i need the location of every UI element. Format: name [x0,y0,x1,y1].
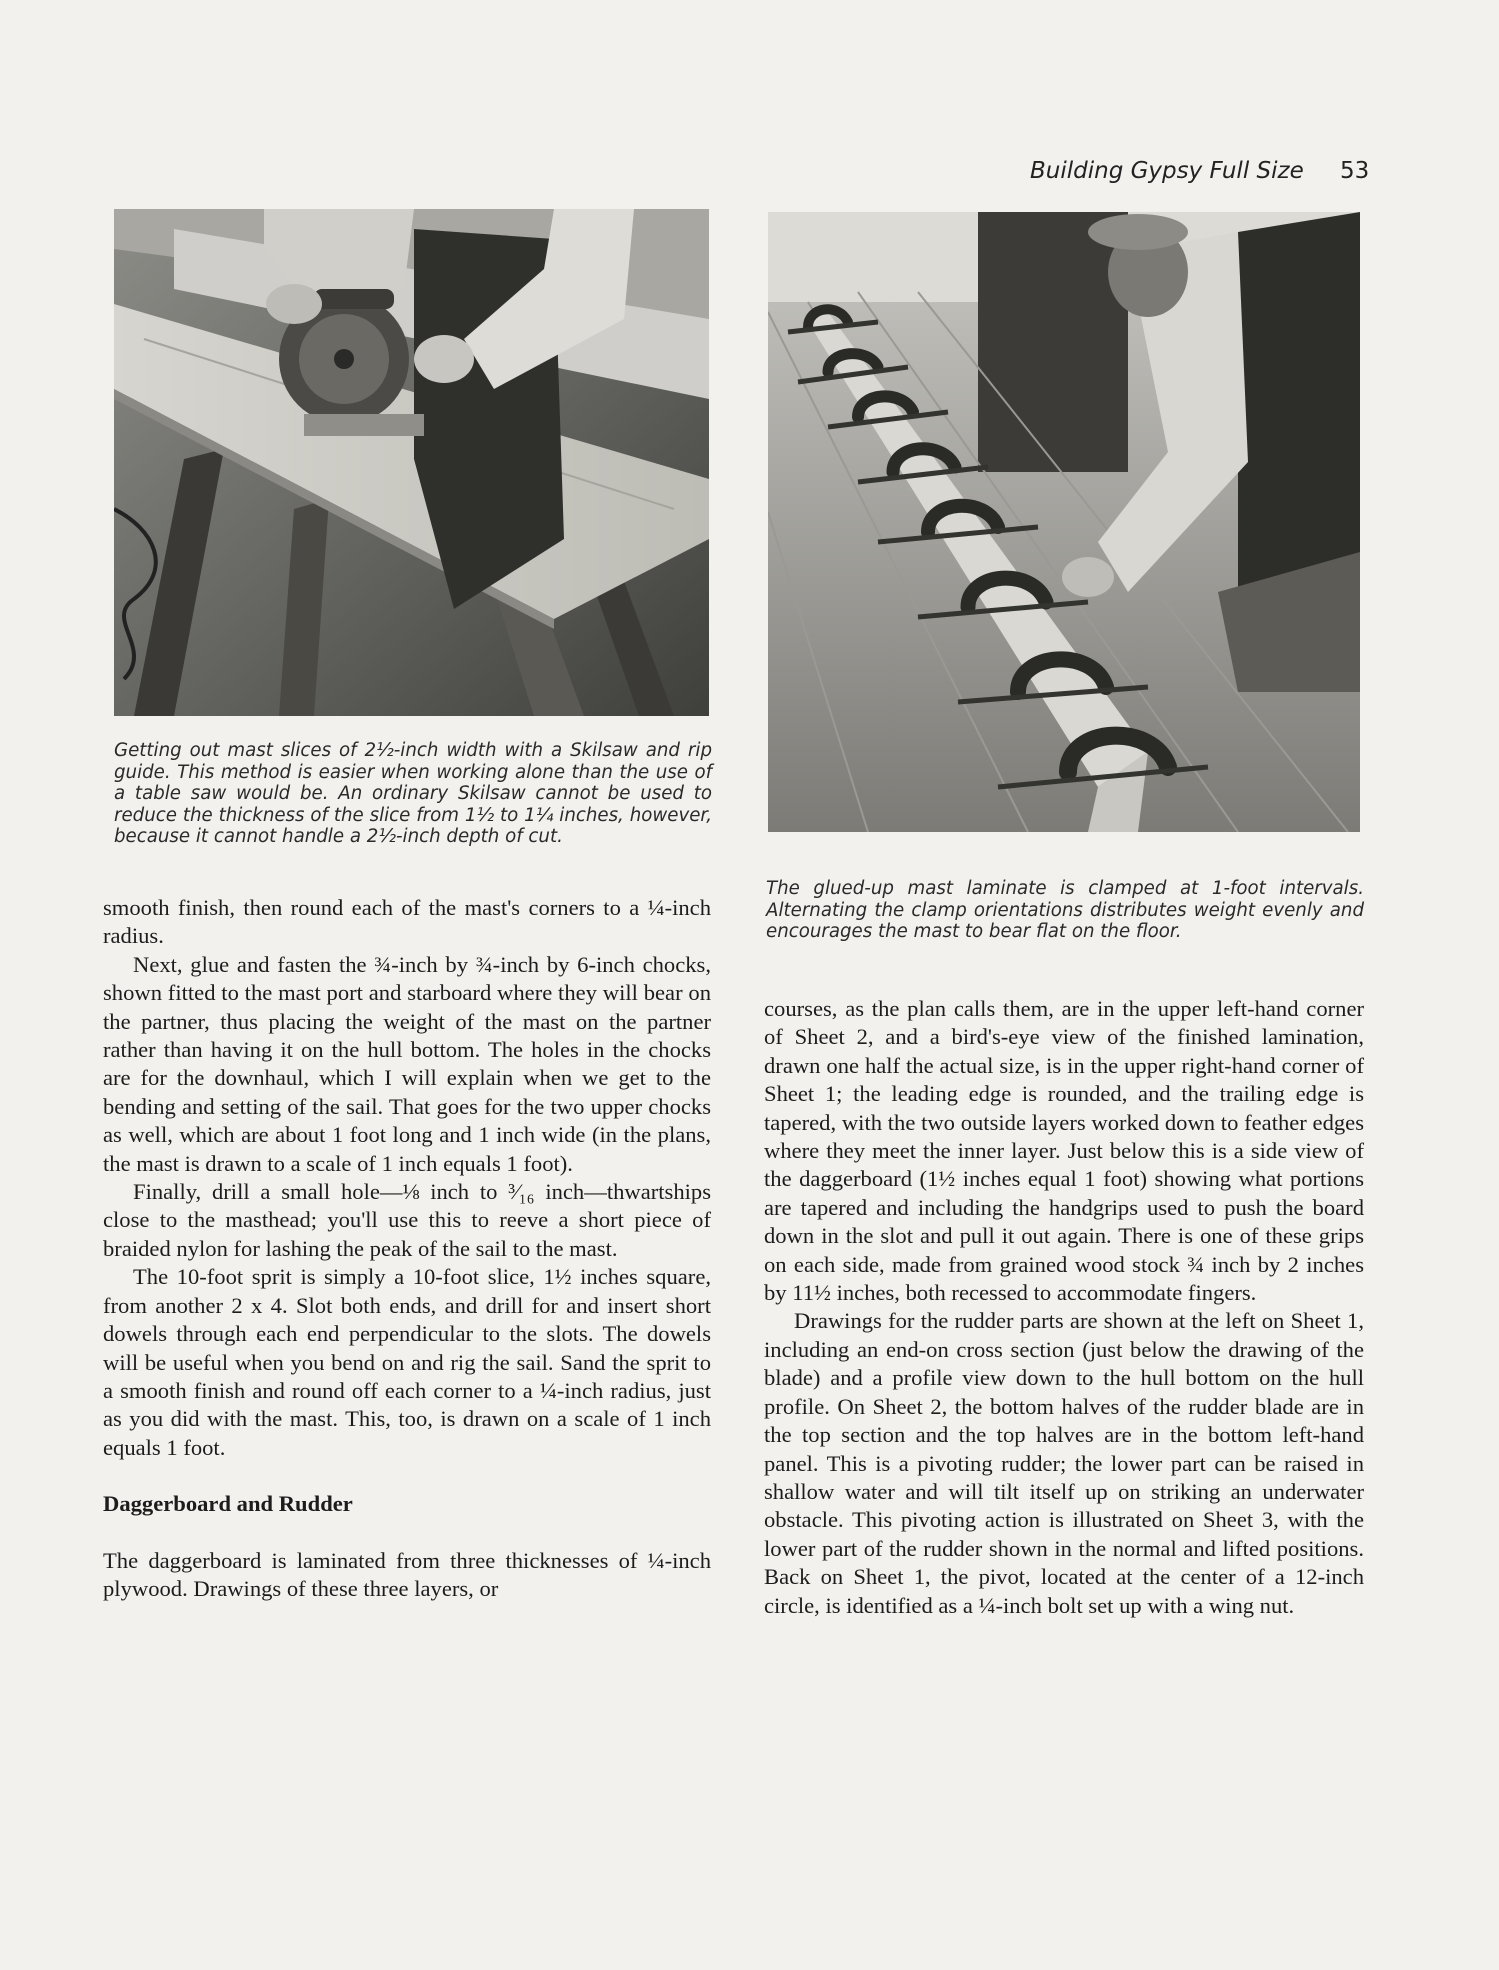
page-number: 53 [1340,158,1370,184]
running-title: Building Gypsy Full Size [1030,158,1304,184]
paragraph: Next, glue and fasten the ¾-inch by ¾-inch by 6-inch chocks, shown fitted to the mast port and starboard where they will bear on the partner, thus placing the weight of the mast on the partner rather than having it on the hull bottom. The holes in the chocks are for the downhaul, which I will explain when we get to the bending and setting of the sail. That goes for the two upper chocks as well, which are about 1 foot long and 1 inch wide (in the plans, the mast is drawn to a scale of 1 inch equals 1 foot). [103,951,711,1176]
section-heading: Daggerboard and Rudder [103,1491,353,1517]
running-header [1030,158,1370,184]
paragraph: Finally, drill a small hole—⅛ inch to ³⁄₁₆ inch—thwartships close to the masthead; you'll use this to reeve a short piece of braided nylon for lashing the peak of the sail to the mast. [103,1179,711,1261]
figure-caption-skilsaw: Getting out mast slices of 2½-inch width with a Skilsaw and rip guide. This method is easier when working alone than the use of a table saw would be. An ordinary Skilsaw cannot be used to reduce the thickness of the slice from 1½ to 1¼ inches, however, because it cannot handle a 2½-inch depth of cut. [114,740,712,847]
figure-caption-clamps: The glued-up mast laminate is clamped at 1-foot intervals. Alternating the clamp orientations distributes weight evenly and encourages the mast to bear flat on the floor. [766,878,1364,942]
photo-clamps-illustration [768,212,1360,832]
photo-skilsaw-cutting-mast-slices [114,209,709,716]
paragraph: smooth finish, then round each of the mast's corners to a ¼-inch radius. [103,895,711,949]
right-column [764,995,1364,1620]
paragraph: courses, as the plan calls them, are in the upper left-hand corner of Sheet 2, and a bird's-eye view of the finished lamination, drawn one half the actual size, is in the upper right-hand corner of Sheet 1; the leading edge is rounded, and the trailing edge is tapered, with the two outside layers worked down to feather edges where they meet the inner layer. Just below this is a side view of the daggerboard (1½ inches equal 1 foot) showing what portions are tapered and including the handgrips used to push the board down in the slot and pull it out again. There is one of these grips on each side, made from grained wood stock ¾ inch by 2 inches by 11½ inches, both recessed to accommodate fingers. [764,996,1364,1306]
photo-skilsaw-illustration [114,209,709,716]
photo-clamped-mast-laminate [768,212,1360,832]
paragraph: The 10-foot sprit is simply a 10-foot slice, 1½ inches square, from another 2 x 4. Slot both ends, and drill for and insert short dowels through each end perpendicular to the slots. The dowels will be useful when you bend on and rig the sail. Sand the sprit to a smooth finish and round off each corner to a ¼-inch radius, just as you did with the mast. This, too, is drawn on a scale of 1 inch equals 1 foot. [103,1264,711,1460]
paragraph: The daggerboard is laminated from three thicknesses of ¼-inch plywood. Drawings of these three layers, or [103,1547,711,1601]
paragraph: Drawings for the rudder parts are shown at the left on Sheet 1, including an end-on cross section (just below the drawing of the blade) and a profile view down to the hull bottom on the hull profile. On Sheet 2, the bottom halves of the rudder blade are in the top section and the top halves are in the bottom left-hand panel. This is a pivoting rudder; the lower part can be raised in shallow water and will tilt itself up on striking an underwater obstacle. This pivoting action is illustrated on Sheet 3, with the lower part of the rudder shown in the normal and lifted positions. Back on Sheet 1, the pivot, located at the center of a 12-inch circle, is identified as a ¼-inch bolt set up with a wing nut. [764,1308,1364,1618]
left-column [103,894,711,1603]
